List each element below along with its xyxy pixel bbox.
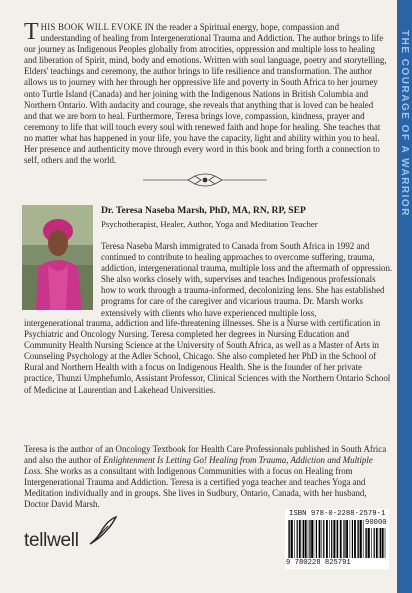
bio3-text-b: She works as a consultant with Indigenous Communities with a focus on Healing from Intergenerational Trauma and Addiction. Teresa is a certified yoga teacher and teaches Yoga and Meditation individually and in groups. She lives in Sudbury, Ontario, Canada, with her husband, Doctor David Marsh.	[24, 466, 367, 510]
book-title: Enlightenment Is Letting Go! Healing from Trauma, Addiction and Multiple Loss.	[24, 455, 373, 477]
author-title: Psychotherapist, Healer, Author, Yoga and Meditation Teacher	[101, 219, 318, 229]
ean-number: 9 780228 825791	[286, 559, 351, 567]
drop-cap: T	[24, 19, 39, 45]
bio3-text-a: Teresa is the author of an Oncology Textbook for Health Care Professionals published in South Africa and also the author of	[24, 444, 387, 466]
intro-text: IN the reader a Spiritual energy, hope, compassion and understanding of healing from Intergenerational Trauma and Addiction. The author brings to life our journey as Indigenous Peoples globally from atrocities, oppression and multiple loss to healing and liberation of Spirit, mind, body and emotions. Written with soul language, poetry and storytelling, Elders' teachings and ceremony, the author brings to life resilience and transformation. The author allows us to journey with her through her oppressive life and poverty in South Africa to her journey onto Turtle Island (Canada) and her joining with the Indigenous Nations in British Columbia and Northern Ontario. With audacity and courage, she reveals that anything that is loved can be healed and that we are born to heal. Furthermore, Teresa brings love, compassion, kindness, prayer and ceremony to life that will touch every soul with renewed faith and hope for healing. She teaches that no matter what has happened in your life, you have the capacity, light and ability within you to heal. Her presence and authenticity move through every word in this book and bring forth a connection to self, others and the world.	[24, 22, 387, 166]
author-photo	[22, 205, 93, 310]
intro-section	[24, 19, 387, 166]
author-bio-2: intergenerational trauma, addiction and life-threatening illnesses. She is a Nurse with certification in Psychiatric and Oncology Nursing. Teresa completed her degrees in Nursing Education and Community Health Nursing Science at the University of South Africa, as well as a Master of Arts in Counseling Psychology at the Adler School, Chicago. She also completed her PhD in the School of Rural and Northern Health with a focus on Indigenous Health. She is the founder of her private practice, Thunzi Umphefumlo, Assistant Professor, Clinical Sciences with the Northern Ontario School of Medicine at Laurentian and Lakehead Universities.	[24, 318, 391, 395]
publisher-name: tellwell	[24, 530, 79, 551]
intro-paragraph	[24, 19, 387, 166]
barcode	[285, 509, 389, 569]
publisher-logo	[24, 516, 114, 556]
isbn-label: ISBN 978-0-2288-2579-1	[289, 510, 386, 518]
quill-icon	[88, 516, 118, 546]
price-code: 90000	[365, 519, 387, 527]
spine-title: THE COURAGE OF A WARRIOR	[399, 30, 410, 217]
price-barcode-icon	[365, 528, 387, 558]
ornament-divider-icon	[143, 173, 267, 187]
author-bio-3	[24, 444, 392, 511]
ean-barcode-icon	[288, 520, 364, 558]
intro-smallcaps: HIS BOOK WILL EVOKE	[40, 22, 143, 32]
author-name: Dr. Teresa Naseba Marsh, PhD, MA, RN, RP, SEP	[101, 205, 306, 216]
author-bio-1: Teresa Naseba Marsh immigrated to Canada from South Africa in 1992 and continued to contribute to healing approaches to overcome suffering, trauma, addiction, intergenerational trauma, multiple loss and the aftermath of oppression. She also works closely with, supervises and teaches Indigenous professionals how to work through a trauma-informed, decolonizing lens. She has established programs for care of the caregiver and vicarious trauma. Dr. Marsh works extensively with clients who have experienced multiple loss,	[101, 241, 393, 318]
